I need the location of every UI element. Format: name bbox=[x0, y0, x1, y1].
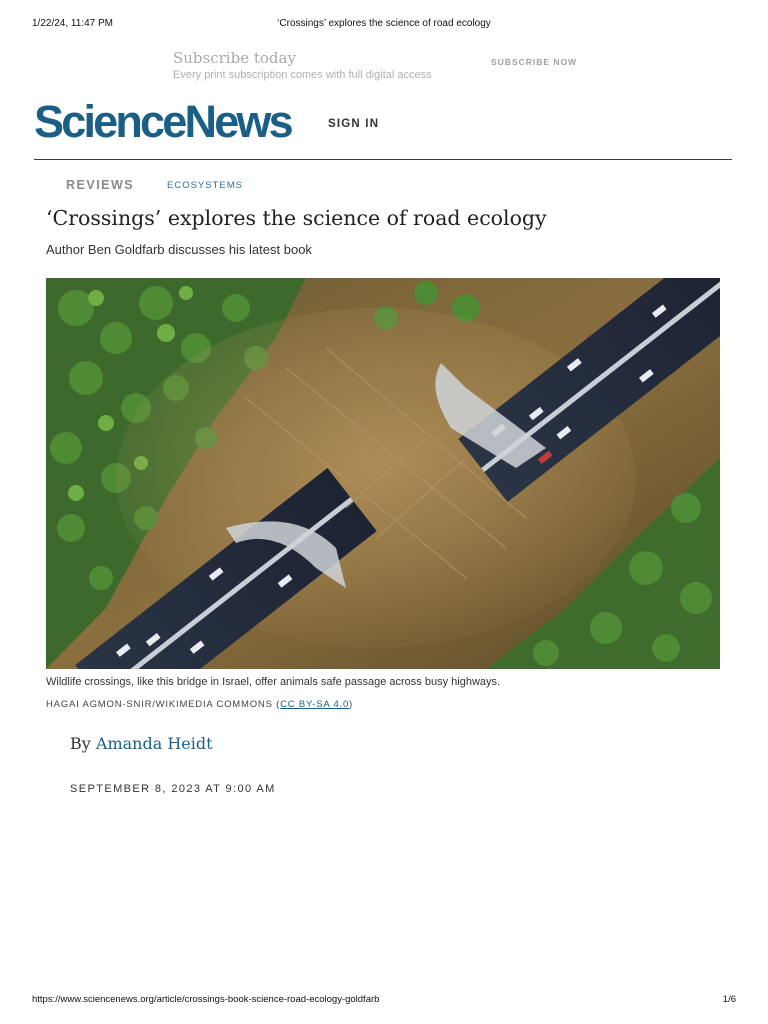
print-url: https://www.sciencenews.org/article/crossings-book-science-road-ecology-goldfarb bbox=[32, 994, 380, 1005]
article-dek: Author Ben Goldfarb discusses his latest book bbox=[46, 242, 312, 257]
author-link[interactable]: Amanda Heidt bbox=[95, 734, 213, 753]
print-document-title: ‘Crossings’ explores the science of road ecology bbox=[277, 18, 491, 29]
masthead bbox=[34, 98, 732, 160]
license-link[interactable]: CC BY-SA 4.0 bbox=[280, 699, 350, 710]
publish-date: SEPTEMBER 8, 2023 AT 9:00 AM bbox=[70, 783, 276, 795]
article-headline: ‘Crossings’ explores the science of road ecology bbox=[46, 206, 547, 230]
byline-prefix: By bbox=[70, 734, 96, 753]
print-timestamp: 1/22/24, 11:47 PM bbox=[32, 18, 113, 29]
subscribe-title: Subscribe today bbox=[173, 49, 296, 67]
image-credit-suffix: ) bbox=[349, 699, 354, 710]
subscribe-text: Every print subscription comes with full digital access bbox=[173, 69, 432, 81]
science-news-logo[interactable]: ScienceNews bbox=[34, 96, 291, 147]
page-number: 1/6 bbox=[722, 994, 736, 1005]
aerial-wildlife-bridge-illustration bbox=[46, 278, 720, 669]
image-caption: Wildlife crossings, like this bridge in Israel, offer animals safe passage across busy highways. bbox=[46, 676, 501, 688]
image-credit-text: HAGAI AGMON-SNIR/WIKIMEDIA COMMONS ( bbox=[46, 699, 281, 710]
topic-link-ecosystems[interactable]: ECOSYSTEMS bbox=[167, 180, 243, 191]
subscribe-promo bbox=[173, 48, 593, 84]
image-credit bbox=[46, 699, 353, 710]
byline bbox=[70, 734, 213, 753]
hero-image bbox=[46, 278, 720, 669]
subscribe-now-button[interactable]: SUBSCRIBE NOW bbox=[491, 57, 578, 67]
sign-in-button[interactable]: SIGN IN bbox=[328, 118, 380, 130]
print-footer bbox=[32, 994, 736, 1008]
print-header bbox=[32, 18, 736, 32]
section-link-reviews[interactable]: REVIEWS bbox=[66, 178, 135, 192]
